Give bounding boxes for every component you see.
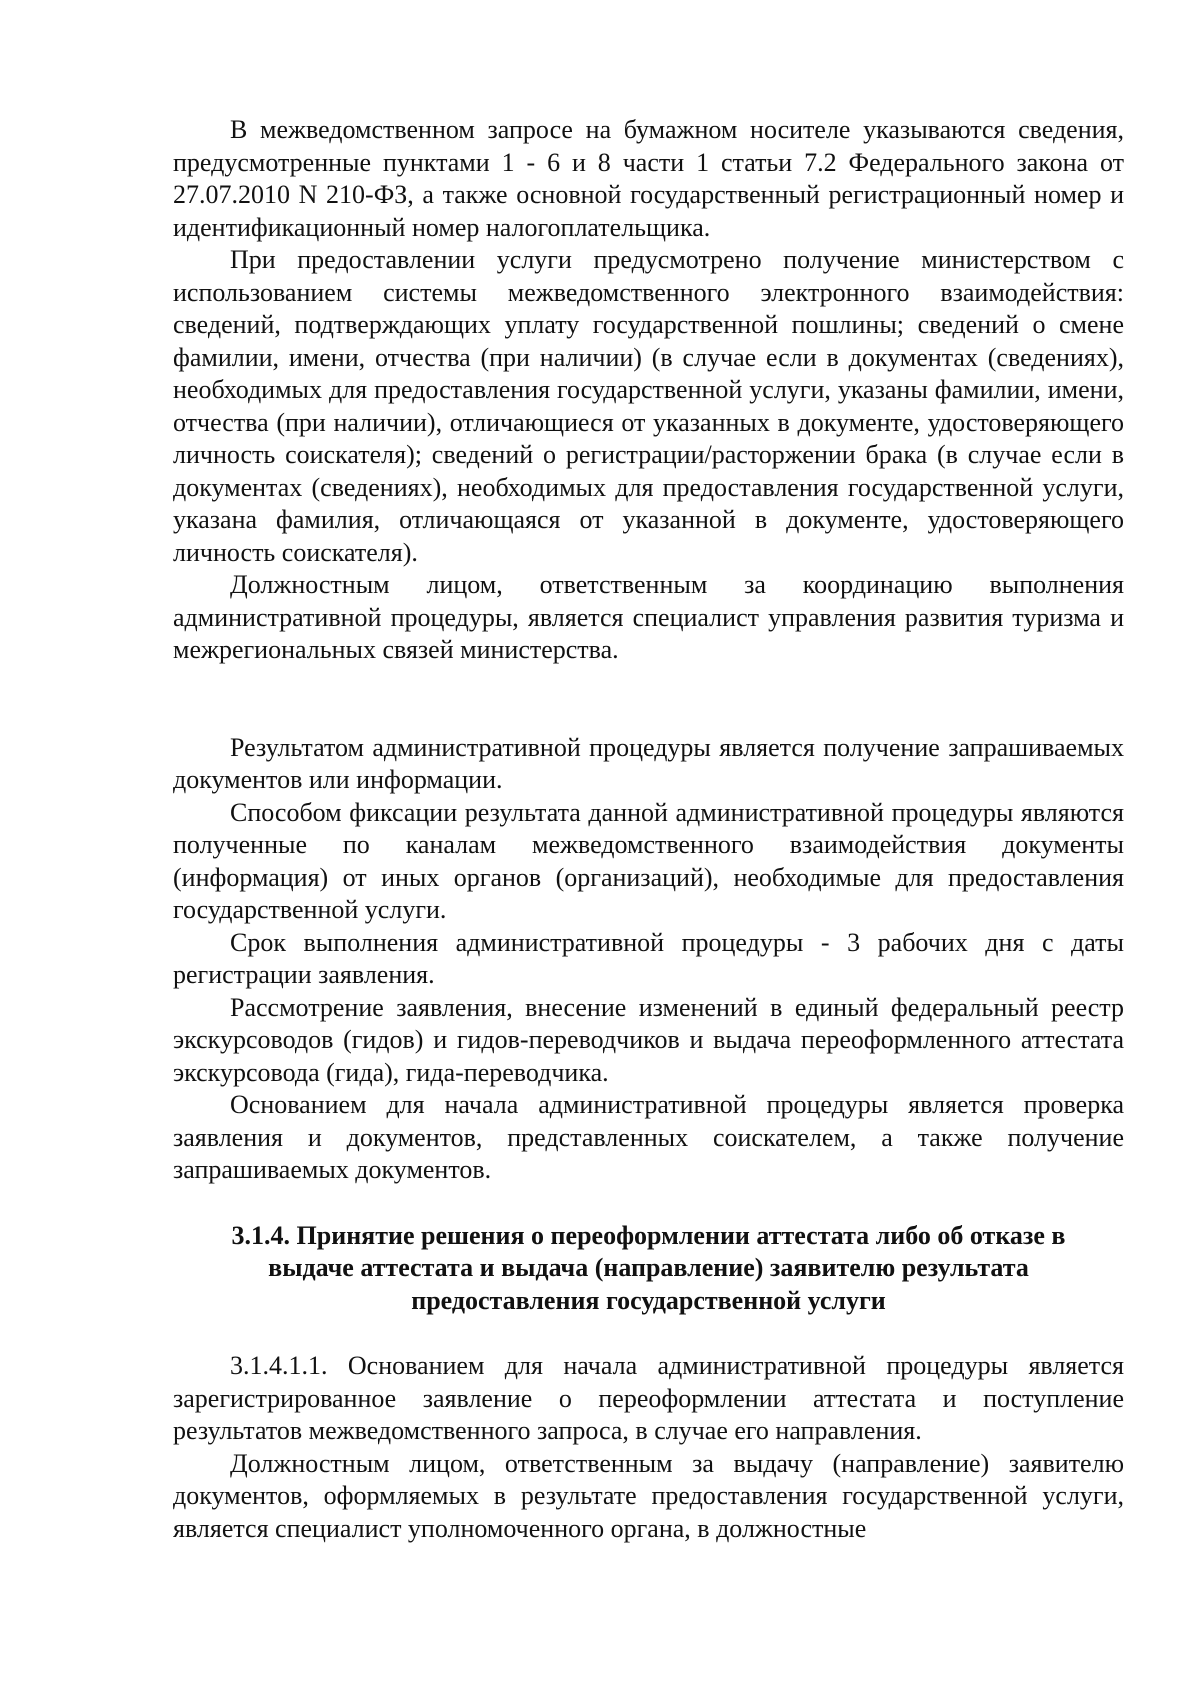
paragraph: Срок выполнения административной процедуры - 3 рабочих дня с даты регистрации заявления.	[173, 927, 1124, 989]
paragraph: При предоставлении услуги предусмотрено получение министерством с использованием системы межведомственного электронного взаимодействия: сведений, подтверждающих уплату государственной пошлины; сведений о смене фамилии, имени, отчества (при наличии) (в случае если в документах (сведениях), необходимых для предоставления государственной услуги, указаны фамилии, имени, отчества (при наличии), отличающиеся от указанных в документе, удостоверяющего личность соискателя); сведений о регистрации/расторжении брака (в случае если в документах (сведениях), необходимых для предоставления государственной услуги, указана фамилия, отличающаяся от указанной в документе, удостоверяющего личность соискателя).	[173, 245, 1124, 567]
paragraph: В межведомственном запросе на бумажном носителе указываются сведения, предусмотренные пунктами 1 - 6 и 8 части 1 статьи 7.2 Федерального закона от 27.07.2010 N 210-ФЗ, а также основной государственный регистрационный номер и идентификационный номер налогоплательщика.	[173, 115, 1124, 242]
paragraph: Должностным лицом, ответственным за координацию выполнения административной процедуры, является специалист управления развития туризма и межрегиональных связей министерства.	[173, 570, 1124, 664]
paragraph: Рассмотрение заявления, внесение изменений в единый федеральный реестр экскурсоводов (гидов) и гидов-переводчиков и выдача переоформленного аттестата экскурсовода (гида), гида-переводчика.	[173, 992, 1124, 1087]
paragraph: Должностным лицом, ответственным за выдачу (направление) заявителю документов, оформляемых в результате предоставления государственной услуги, является специалист уполномоченного органа, в должностные	[173, 1448, 1124, 1543]
paragraph: Результатом административной процедуры является получение запрашиваемых документов или информации.	[173, 732, 1124, 794]
paragraph: 3.1.4.1.1. Основанием для начала административной процедуры является зарегистрированное заявление о переоформлении аттестата и поступление результатов межведомственного запроса, в случае его направления.	[173, 1351, 1124, 1445]
document-page	[173, 114, 1124, 1545]
section-heading: 3.1.4. Принятие решения о переоформлении аттестата либо об отказе в выдаче аттестата и выдача (направление) заявителю результата предоставления государственной услуги	[231, 1220, 1066, 1315]
blank-gap	[173, 667, 1124, 732]
paragraph: Способом фиксации результата данной административной процедуры являются полученные по каналам межведомственного взаимодействия документы (информация) от иных органов (организаций), необходимые для предоставления государственной услуги.	[173, 797, 1124, 924]
paragraph: Основанием для начала административной процедуры является проверка заявления и документов, представленных соискателем, а также получение запрашиваемых документов.	[173, 1090, 1124, 1184]
